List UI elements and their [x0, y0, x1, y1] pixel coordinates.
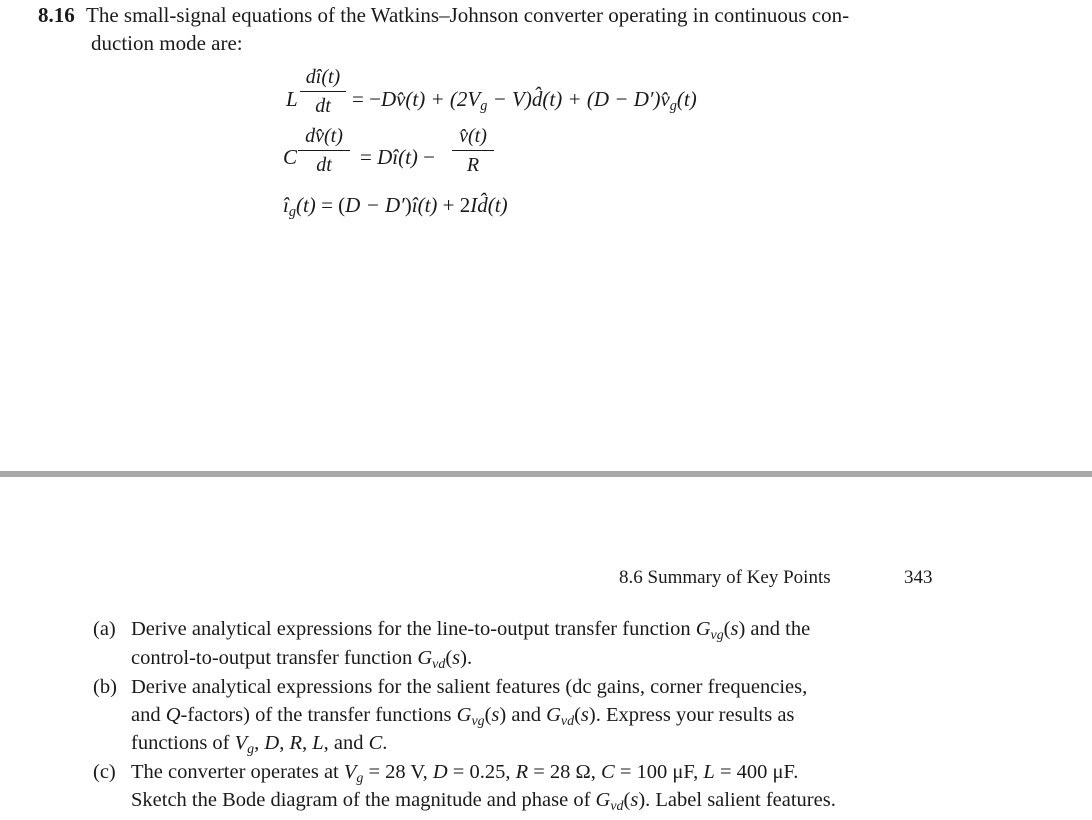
equation-1-fraction	[300, 66, 346, 118]
problem-heading-line	[38, 5, 849, 26]
part-c-line-2: Sketch the Bode diagram of the magnitude and phase of $G_{vd}(s)$. Label salient features.	[131, 789, 836, 814]
equation-1-denominator: dt	[315, 95, 331, 117]
problem-text-line-2: duction mode are:	[91, 31, 243, 55]
part-c-line-1: The converter operates at $V_g = 28$ V, D = 0.25, R = 28 Ω, C = 100 μF, L = 400 μF.	[131, 761, 799, 786]
equation-2-middle: = Dî(t) −	[360, 145, 436, 169]
problem-number: 8.16	[38, 3, 75, 27]
equation-2-fraction	[298, 125, 350, 177]
equation-3: $î_g(t) = (D$ − D′)î(t) + 2Id̂(t)	[283, 193, 508, 220]
part-c-label: (c)	[93, 761, 116, 783]
part-b-line-1: Derive analytical expressions for the salient features (dc gains, corner frequencies,	[131, 676, 808, 698]
equation-1-rhs: = −Dv̂(t) + ($2V_g$ − V)d̂(t) + $(D - D')v̂_g(t)$	[352, 87, 697, 114]
running-header-section: 8.6 Summary of Key Points	[619, 567, 831, 588]
equation-2-numerator-2: v̂(t)	[459, 125, 487, 147]
part-b-line-3: functions of $V_g$, D, R, L, and C.	[131, 732, 388, 757]
equation-1-coef: L	[286, 87, 298, 111]
part-a-label: (a)	[93, 618, 116, 640]
page-divider	[0, 471, 1092, 477]
part-b-label: (b)	[93, 676, 117, 698]
part-a-line-2: control-to-output transfer function $G_{vd}(s)$.	[131, 647, 473, 672]
equation-2-fraction-2	[452, 125, 494, 177]
equation-1-numerator: dî(t)	[305, 66, 341, 88]
equation-2-denominator-2: R	[466, 154, 480, 176]
part-a-line-1: Derive analytical expressions for the line-to-output transfer function $G_{vg}(s)$ and the	[131, 618, 811, 643]
running-header-page-number: 343	[904, 567, 933, 588]
equation-2-denominator: dt	[316, 154, 332, 176]
part-b-line-2: and Q-factors) of the transfer functions $G_{vg}(s)$ and $G_{vd}(s)$. Express your results as	[131, 704, 795, 729]
equation-2-numerator: dv̂(t)	[305, 125, 343, 147]
problem-text-line-1: The small-signal equations of the Watkins–Johnson converter operating in continuous con-	[86, 3, 850, 27]
equation-2-coef: C	[283, 145, 298, 169]
